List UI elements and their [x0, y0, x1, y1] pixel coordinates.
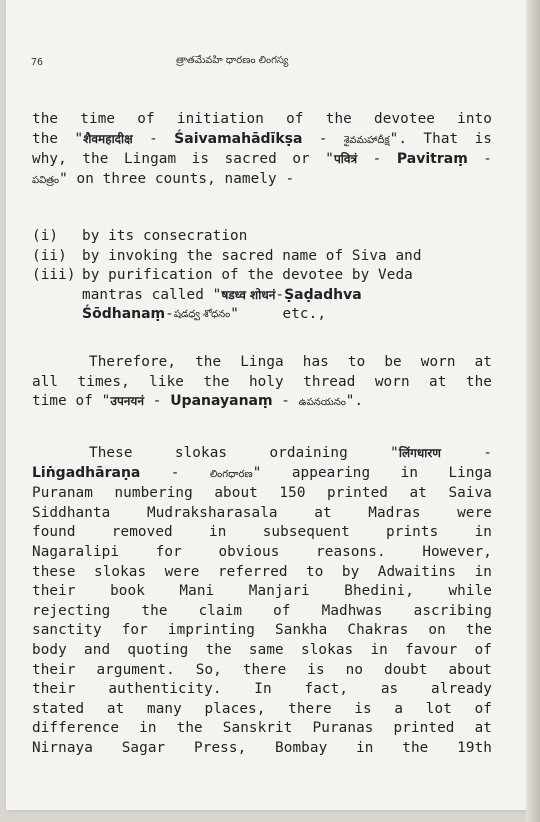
counts-list: [32, 227, 492, 325]
running-header: త్రాతమేవహి ధారణం లింగస్య: [176, 55, 289, 66]
text-line: time of "उपनयनं - Upanayanaṃ - ఉపనయనం".: [32, 393, 364, 410]
text-line: all times, like the holy thread worn at the: [32, 373, 492, 390]
text-line: Liṅgadhāraṇa - లింగధారణ" appearing in Linga: [32, 464, 493, 481]
text-line: their authenticity. In fact, as already: [32, 681, 492, 698]
paragraph-initiation: [32, 110, 492, 190]
page-edge-shadow: [526, 0, 540, 822]
list-item: (i) by its consecration: [32, 228, 248, 244]
text-line: why, the Lingam is sacred or "पवित्रं - Pavitraṃ -: [32, 151, 492, 168]
book-page: [6, 0, 530, 810]
text-line: difference in the Sanskrit Puranas printed at: [32, 720, 492, 737]
text-line: these slokas were referred to by Adwaitins in: [32, 563, 492, 580]
list-item: (ii) by invoking the sacred name of Siva and: [32, 247, 422, 264]
text-line: their argument. So, there is no doubt about: [32, 661, 492, 678]
text-line: found removed in subsequent prints in: [32, 524, 492, 541]
text-line: Puranam numbering about 150 printed at Saiva: [32, 485, 492, 502]
text-line: rejecting the claim of Madhwas ascribing: [32, 602, 492, 619]
text-line: పవిత్రం" on three counts, namely -: [32, 170, 295, 187]
text-line: Nagaralipi for obvious reasons. However,: [32, 543, 492, 560]
list-item-continuation: mantras called " षडध्व शोधनं - Ṣaḍadhva: [82, 286, 362, 303]
text-line: the "शैवमहादीक्ष - Śaivamahādīkṣa - శైవమహాదీక్ష". That is: [32, 130, 493, 147]
text-line: body and quoting the same slokas in favour of: [32, 641, 492, 658]
list-item-continuation: Śōdhanaṃ - షడధ్వ శోధనం " etc.,: [82, 306, 327, 323]
text-line: their book Mani Manjari Bhedini, while: [32, 583, 492, 600]
list-item: (iii) by purification of the devotee by Veda: [32, 267, 413, 284]
text-line: stated at many places, there is a lot of: [32, 700, 492, 717]
text-line: Siddhanta Mudraksharasala at Madras were: [32, 504, 492, 521]
text-line: sanctity for imprinting Sankha Chakras on the: [32, 622, 492, 639]
text-line: the time of initiation of the devotee into: [32, 111, 492, 127]
page-number: 76: [31, 57, 44, 68]
text-line: Therefore, the Linga has to be worn at: [89, 354, 492, 370]
paragraph-slokas: [32, 444, 492, 759]
paragraph-therefore: [32, 353, 492, 413]
text-line: Nirnaya Sagar Press, Bombay in the 19th: [32, 739, 492, 756]
text-line: These slokas ordaining "लिंगधारण -: [89, 445, 492, 461]
